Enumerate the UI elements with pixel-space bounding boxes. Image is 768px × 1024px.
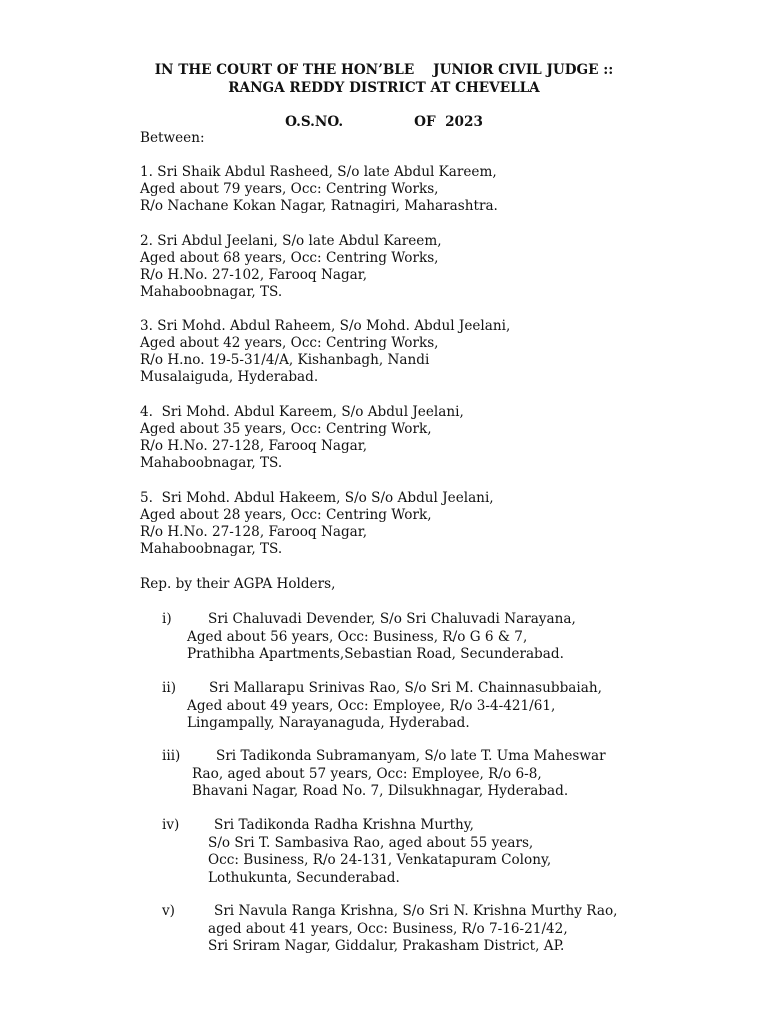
- plaintiff-line: R/o H.No. 27-128, Farooq Nagar,: [140, 524, 368, 540]
- plaintiff-line: Mahaboobnagar, TS.: [140, 284, 283, 300]
- court-title: IN THE COURT OF THE HON’BLE JUNIOR CIVIL JUDGE ::: [154, 62, 614, 78]
- plaintiff-line: R/o H.No. 27-102, Farooq Nagar,: [140, 267, 368, 283]
- plaintiff-line: Aged about 35 years, Occ: Centring Work,: [140, 421, 432, 437]
- plaintiff-line: Musalaiguda, Hyderabad.: [140, 369, 319, 385]
- agpa-line: Aged about 56 years, Occ: Business, R/o G 6 & 7,: [187, 628, 528, 645]
- plaintiff-line: 1. Sri Shaik Abdul Rasheed, S/o late Abdul Kareem,: [140, 164, 497, 180]
- agpa-number: ii): [162, 680, 176, 696]
- plaintiff-line: Aged about 28 years, Occ: Centring Work,: [140, 507, 432, 523]
- plaintiff-line: 3. Sri Mohd. Abdul Raheem, S/o Mohd. Abdul Jeelani,: [140, 318, 511, 334]
- agpa-line: Lothukunta, Secunderabad.: [208, 869, 400, 886]
- plaintiff-line: Aged about 79 years, Occ: Centring Works,: [140, 181, 439, 197]
- agpa-line: Sri Tadikonda Subramanyam, S/o late T. Uma Maheswar: [216, 748, 606, 764]
- agpa-line: Lingampally, Narayanaguda, Hyderabad.: [187, 715, 470, 731]
- agpa-line: Prathibha Apartments,Sebastian Road, Secunderabad.: [187, 646, 564, 662]
- plaintiff-1: [140, 164, 498, 215]
- agpa-number: iv): [162, 817, 180, 833]
- plaintiff-2: [140, 233, 442, 301]
- agpa-line: Occ: Business, R/o 24-131, Venkatapuram Colony,: [208, 852, 552, 868]
- agpa-line: Sri Tadikonda Radha Krishna Murthy,: [214, 817, 474, 833]
- plaintiff-line: 5. Sri Mohd. Abdul Hakeem, S/o S/o Abdul Jeelani,: [140, 490, 494, 506]
- case-number: O.S.NO. OF 2023: [285, 114, 483, 130]
- plaintiff-line: R/o H.No. 27-128, Farooq Nagar,: [140, 438, 368, 454]
- agpa-number: v): [162, 903, 175, 919]
- between-label: Between:: [140, 130, 205, 146]
- plaintiff-3: [140, 318, 510, 386]
- plaintiff-line: 4. Sri Mohd. Abdul Kareem, S/o Abdul Jeelani,: [140, 404, 464, 420]
- plaintiff-line: 2. Sri Abdul Jeelani, S/o late Abdul Kareem,: [140, 233, 442, 249]
- plaintiff-line: Mahaboobnagar, TS.: [140, 455, 283, 471]
- agpa-line: Rao, aged about 57 years, Occ: Employee, R/o 6-8,: [192, 765, 542, 782]
- plaintiff-4: [140, 404, 464, 472]
- plaintiff-5: [140, 490, 494, 558]
- agpa-line: Sri Sriram Nagar, Giddalur, Prakasham District, AP.: [208, 938, 565, 954]
- court-district: RANGA REDDY DISTRICT AT CHEVELLA: [228, 80, 540, 96]
- agpa-line: Sri Mallarapu Srinivas Rao, S/o Sri M. Chainnasubbaiah,: [209, 680, 602, 696]
- plaintiff-line: R/o Nachane Kokan Nagar, Ratnagiri, Maharashtra.: [140, 198, 498, 214]
- plaintiff-line: Aged about 68 years, Occ: Centring Works,: [140, 250, 439, 266]
- plaintiff-line: Mahaboobnagar, TS.: [140, 541, 283, 557]
- agpa-number: iii): [162, 748, 181, 764]
- agpa-line: Sri Navula Ranga Krishna, S/o Sri N. Krishna Murthy Rao,: [214, 903, 618, 919]
- plaintiff-line: Aged about 42 years, Occ: Centring Works,: [140, 335, 439, 351]
- agpa-line: Aged about 49 years, Occ: Employee, R/o 3-4-421/61,: [187, 697, 556, 714]
- plaintiff-line: R/o H.no. 19-5-31/4/A, Kishanbagh, Nandi: [140, 352, 430, 368]
- agpa-line: Bhavani Nagar, Road No. 7, Dilsukhnagar, Hyderabad.: [192, 783, 569, 799]
- agpa-line: aged about 41 years, Occ: Business, R/o 7-16-21/42,: [208, 920, 568, 937]
- rep-label: Rep. by their AGPA Holders,: [140, 576, 336, 592]
- agpa-line: Sri Chaluvadi Devender, S/o Sri Chaluvadi Narayana,: [208, 611, 576, 627]
- agpa-number: i): [162, 611, 172, 627]
- agpa-line: S/o Sri T. Sambasiva Rao, aged about 55 years,: [208, 834, 534, 851]
